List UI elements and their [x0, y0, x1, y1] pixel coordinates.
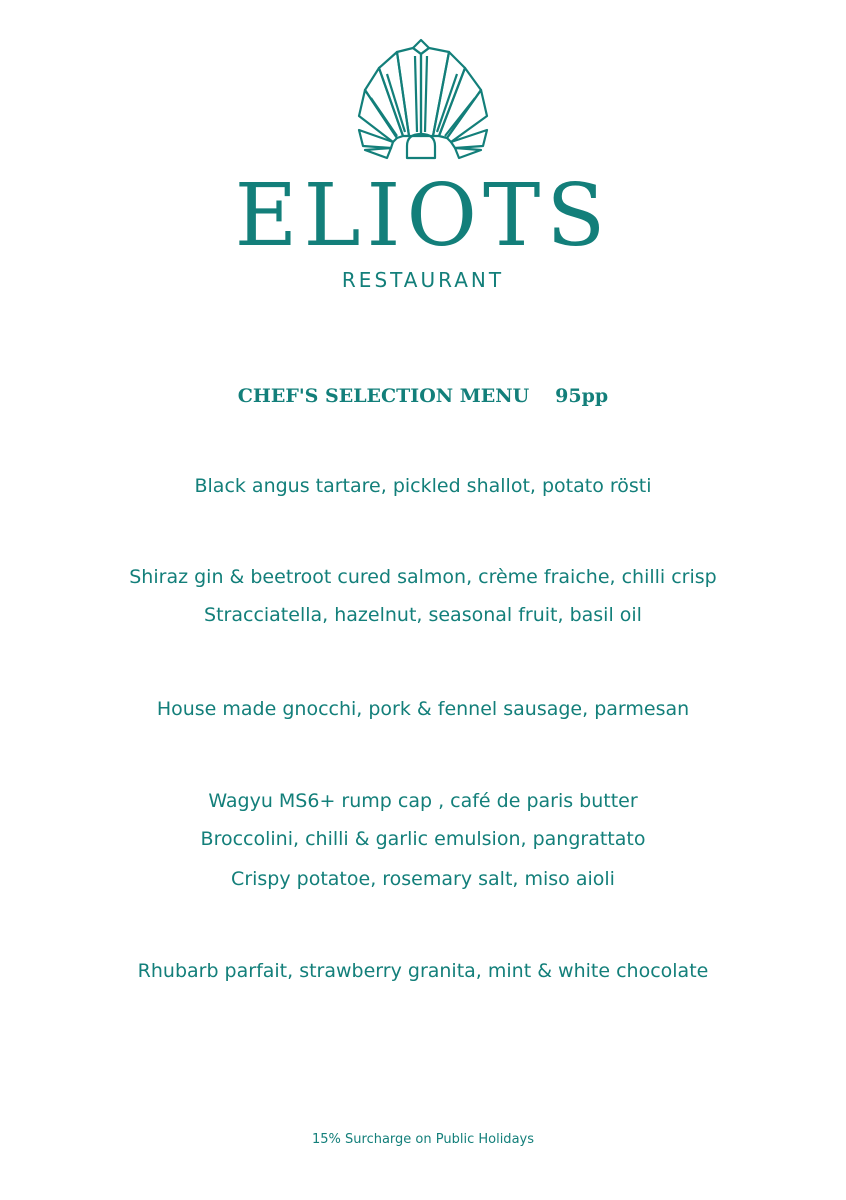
menu-item: House made gnocchi, pork & fennel sausage, parmesan: [156, 698, 690, 720]
menu-item: Shiraz gin & beetroot cured salmon, crème fraiche, chilli crisp: [129, 566, 717, 588]
menu-price: 95pp: [555, 385, 609, 407]
menu-item: Stracciatella, hazelnut, seasonal fruit, basil oil: [204, 604, 642, 626]
surcharge-note: 15% Surcharge on Public Holidays: [312, 1132, 534, 1147]
menu-heading: [0, 382, 846, 410]
menu-item: Crispy potatoe, rosemary salt, miso aioli: [231, 868, 615, 890]
menu-item: Black angus tartare, pickled shallot, potato rösti: [194, 475, 652, 497]
menu-item: Wagyu MS6+ rump cap , café de paris butter: [208, 790, 638, 812]
menu-item: Rhubarb parfait, strawberry granita, mint & white chocolate: [137, 960, 709, 982]
menu-title: CHEF'S SELECTION MENU: [237, 385, 530, 407]
restaurant-name: ELIOTS: [234, 166, 612, 266]
restaurant-tagline: RESTAURANT: [341, 268, 505, 292]
shell-fan-icon: [357, 38, 489, 162]
menu-item: Broccolini, chilli & garlic emulsion, pangrattato: [200, 828, 646, 850]
